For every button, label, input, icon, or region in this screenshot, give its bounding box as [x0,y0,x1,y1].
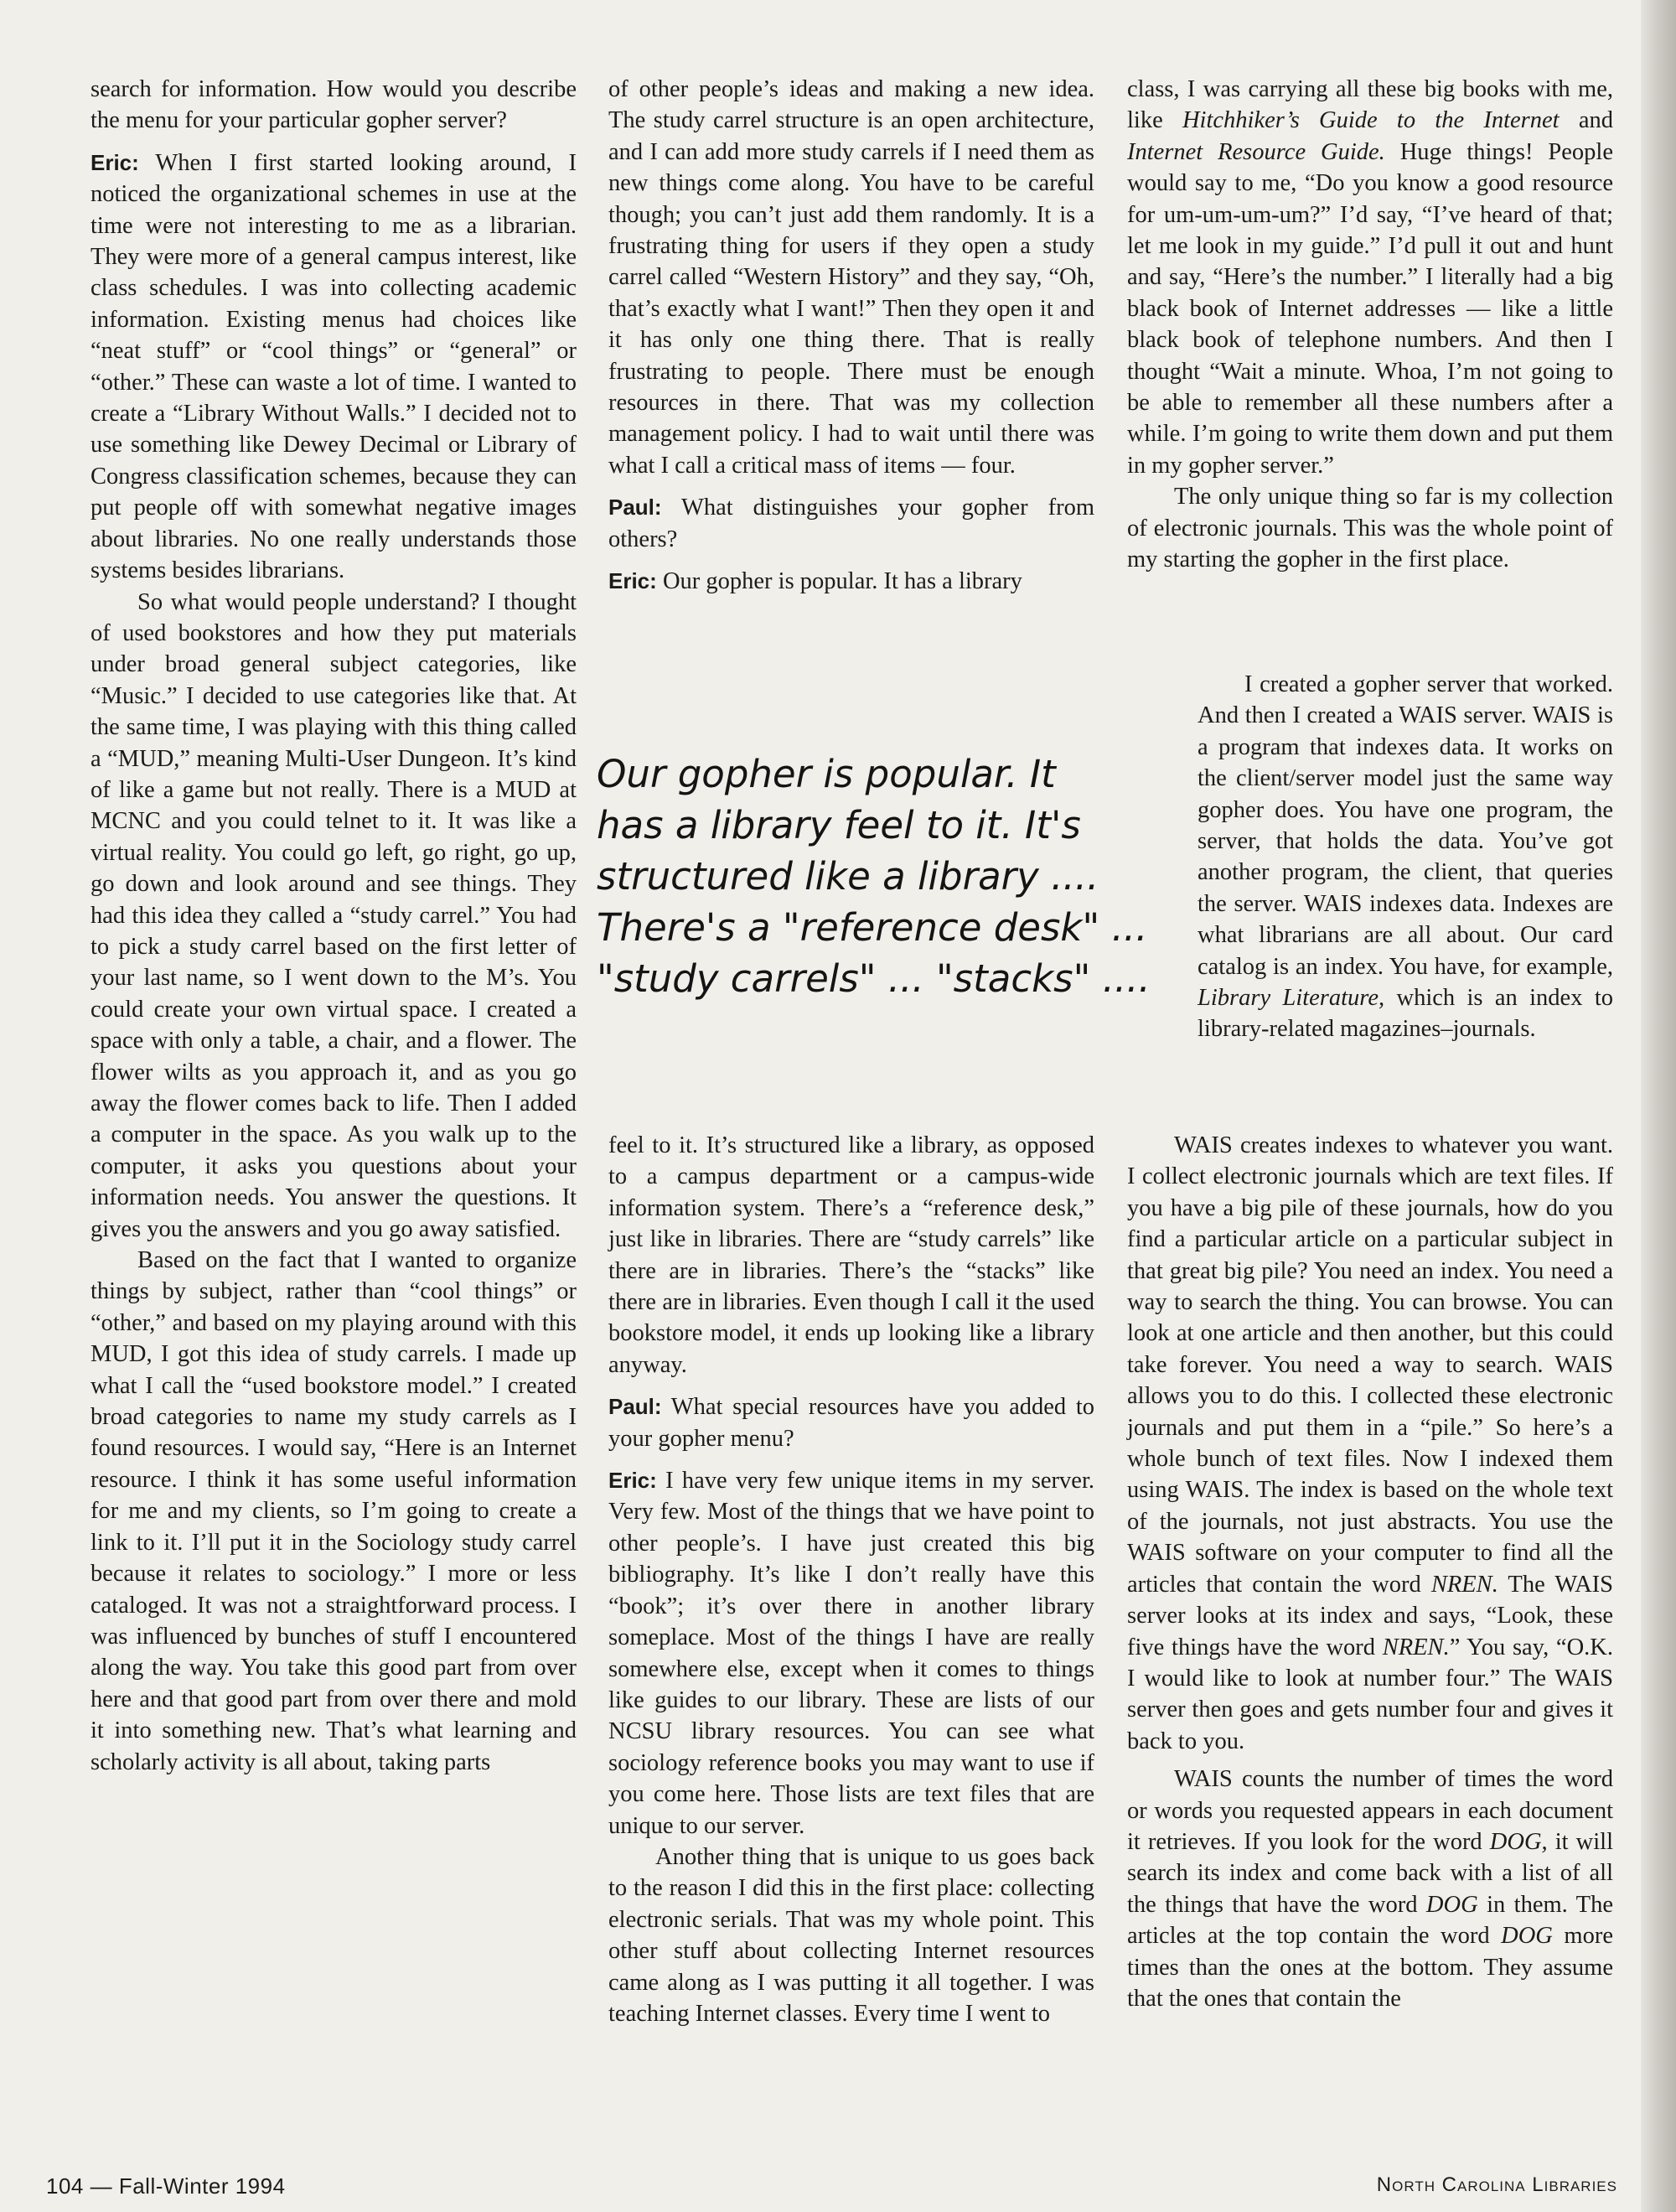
speaker-label: Paul: [608,1394,662,1420]
pull-quote-line: has a library feel to it. It's [597,803,1081,847]
speaker-label: Eric: [91,149,139,175]
paragraph: class, I was carrying all these big books with me, like Hitchhiker’s Guide to the Internet and Internet Resource Guide. Huge things! People would say to me, “Do you know a good resource for um-um-um-um?” I’d say, “I’ve heard of that; let me look in my guide.” I’d pull it out and hunt and say, “Here’s the number.” I literally had a big black book of Internet addresses — like a little black book of telephone numbers. And then I thought “Wait a minute. Whoa, I’m not going to be able to remember all these numbers after a while. I’m going to write them down and put them in my gopher server.” [1127,76,1613,479]
book-title: Internet Resource Guide. [1127,138,1385,165]
paragraph-text: What distinguishes your gopher from others? [608,495,1094,552]
page-footer-folio: 104 — Fall-Winter 1994 [46,2173,286,2199]
paragraph: of other people’s ideas and making a new idea. The study carrel structure is an open architecture, and I can add more study carrels if I need them as new things come along. You have to be careful though; you can’t just add them randomly. It is a frustrating thing for users if they open a study carrel called “Western History” and they say, “Oh, that’s exactly what I want!” Then they open it and it has only one thing there. That is really frustrating to people. There must be enough resources in there. That was my collection management policy. I had to wait until there was what I call a critical mass of items — four. [608,76,1094,479]
paragraph [608,492,1094,555]
paragraph: WAIS counts the number of times the word or words you requested appears in each document it retrieves. If you look for the word DOG, it will search its index and come back with a list of all the things that have the word DOG in them. The articles at the top contain the word DOG more times than the ones at the bottom. They assume that the ones that contain the [1127,1766,1613,2012]
paragraph: feel to it. It’s structured like a library, as opposed to a campus department or a campus-wide information system. There’s a “reference desk,” just like in libraries. There are “study carrels” like there are in libraries. There’s the “stacks” like there are in libraries. Even though I call it the used bookstore model, it ends up looking like a library anyway. [608,1132,1094,1378]
column-3-top [1127,74,1613,576]
paragraph: Based on the fact that I wanted to organize things by subject, rather than “cool things” or “other,” and based on my playing around with this MUD, I got this idea of study carrels. I made up what I call the “used bookstore model.” I created broad categories to name my study carrels as I found resources. I would say, “Here is an Internet resource. I think it has some useful information for me and my clients, so I’m going to create a link to it. I’ll put it in the Sociology study carrel because it relates to sociology.” I more or less cataloged. It was not a straightforward process. I was influenced by bunches of stuff I encountered along the way. You take this good part from over here and that good part from over there and mold it into something new. That’s what learning and scholarly activity is all about, taking parts [91,1247,577,1775]
column-2-bottom [608,1130,1094,2029]
pull-quote-line: Our gopher is popular. It [597,752,1056,796]
book-title: Hitchhiker’s Guide to the Internet [1182,107,1560,134]
paragraph [91,148,577,587]
pull-quote-line: "study carrels" ... "stacks" .... [597,956,1151,1001]
pull-quote [597,749,1175,1004]
emphasized-word: NREN. [1430,1571,1498,1598]
emphasized-word: DOG [1425,1891,1478,1918]
paragraph-text: Our gopher is popular. It has a library [656,568,1022,595]
paragraph-text: When I first started looking around, I noticed the organizational schemes in use at the time were not interesting to me as a librarian. They were more of a general campus interest, like class schedules. I was into collecting academic information. Existing menus had choices like “neat stuff” or “cool things” or “general” or “other.” These can waste a lot of time. I wanted to create a “Library Without Walls.” I decided not to use something like Dewey Decimal or Library of Congress classification schemes, because they can put people off with somewhat negative images about libraries. No one really understands those systems besides librarians. [91,149,577,584]
paragraph: WAIS creates indexes to whatever you want. I collect electronic journals which are text files. If you have a big pile of these journals, how do you find a particular article on a particular subject in that great big pile? You need an index. You need a way to search the thing. You can browse. You can look at one article and then another, but this could take forever. You need a way to search. WAIS allows you to do this. I collected these electronic journals and put them in a “pile.” So here’s a whole bunch of text files. Now I indexed them using WAIS. The index is based on the whole text of the journals, not just abstracts. You use the WAIS software on your computer to find all the articles that contain the word NREN. The WAIS server looks at its index and says, “Look, these five things have the word NREN.” You say, “O.K. I would like to look at number four.” The WAIS server then goes and gets number four and gives it back to you. [1127,1132,1613,1754]
paragraph: I created a gopher server that worked. And then I created a WAIS server. WAIS is a program that indexes data. It works on the client/server model just the same way gopher does. You have one program, the server, that holds the data. You’ve got another program, the client, that queries the server. WAIS indexes data. Indexes are what librarians are all about. Our card catalog is an index. You have, for example, Library Literature, which is an index to library-related magazines–journals. [1198,671,1613,1043]
page-spine-shadow [1641,0,1676,2212]
paragraph-text: I have very few unique items in my server. Very few. Most of the things that we have point to other people’s. I have just created this big bibliography. It’s like I don’t really have this “book”; it’s over there in another library someplace. Most of the things I have are really somewhere else, except when it comes to things like guides to our library. These are lists of our NCSU library resources. You can see what sociology reference books you may want to use if you come here. Those lists are text files that are unique to our server. [608,1468,1094,1839]
paragraph: The only unique thing so far is my collection of electronic journals. This was the whole point of my starting the gopher in the first place. [1127,484,1613,573]
paragraph [608,1465,1094,1842]
column-1 [91,74,577,1778]
column-2-top [608,74,1094,598]
emphasized-word: DOG [1501,1923,1553,1950]
column-3-wrap [1127,669,1613,1045]
emphasized-word: DOG, [1489,1828,1548,1855]
paragraph [608,1391,1094,1454]
paragraph-text: What special resources have you added to your gopher menu? [608,1394,1094,1452]
speaker-label: Eric: [608,1468,657,1494]
pull-quote-line: structured like a library .... [597,854,1099,899]
page-footer-publication: North Carolina Libraries [1376,2173,1617,2196]
speaker-label: Eric: [608,568,657,594]
speaker-label: Paul: [608,495,662,521]
paragraph: So what would people understand? I thought of used bookstores and how they put materials under broad general subject categories, like “Music.” I decided to use categories like that. At the same time, I was playing with this thing called a “MUD,” meaning Multi-User Dungeon. It’s kind of like a game but not really. There is a MUD at MCNC and you could telnet to it. It was like a virtual reality. You could go left, go right, go up, go down and look around and see things. They had this idea they called a “study carrel.” You had to pick a study carrel based on the first letter of your last name, so I went down to the M’s. You could create your own virtual space. I created a space with only a table, a chair, and a flower. The flower wilts as you approach it, and as you go away the flower comes back to life. Then I added a computer in the space. As you walk up to the computer, it asks you questions about your information needs. You answer the questions. It gives you the answers and you go away satisfied. [91,588,577,1242]
emphasized-word: NREN. [1382,1634,1450,1660]
paragraph: search for information. How would you describe the menu for your particular gopher server? [91,76,577,134]
paragraph [608,566,1094,597]
pull-quote-line: There's a "reference desk" ... [597,905,1148,950]
column-3-bottom [1127,1130,1613,2014]
journal-title: Library Literature, [1198,985,1385,1012]
paragraph: Another thing that is unique to us goes back to the reason I did this in the first place: collecting electronic serials. That was my whole point. This other stuff about collecting Internet resources came along as I was putting it all together. I was teaching Internet classes. Every time I went to [608,1843,1094,2027]
